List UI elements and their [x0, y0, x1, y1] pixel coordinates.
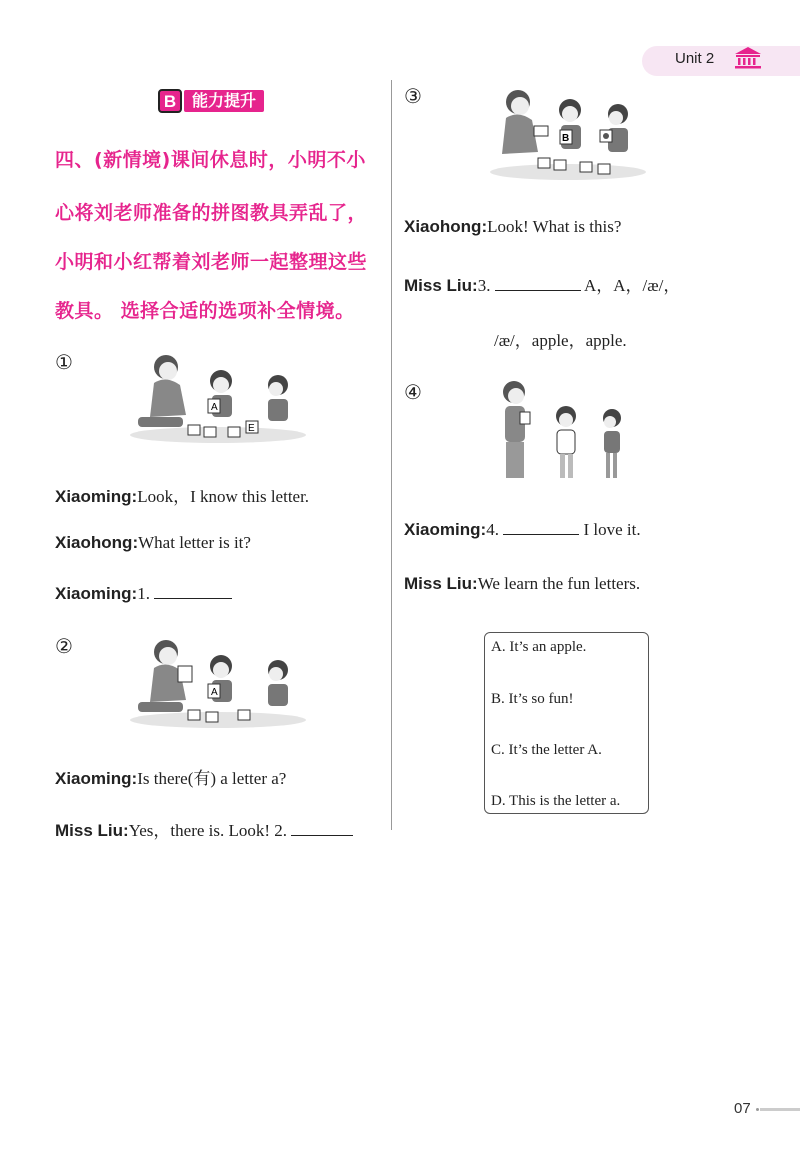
- option-c: C. It’s the letter A.: [491, 742, 602, 758]
- dialogue-line: Miss Liu:3. A，A，/æ/，: [404, 276, 681, 295]
- utterance: What letter is it?: [138, 533, 251, 552]
- answer-blank-1[interactable]: [154, 584, 232, 599]
- page-number: 07: [734, 1100, 751, 1117]
- dialogue-line: Xiaohong:Look! What is this?: [404, 217, 622, 236]
- option-d: D. This is the letter a.: [491, 793, 621, 809]
- options-box: [484, 632, 649, 814]
- question-line: 心将刘老师准备的拼图教具弄乱了，: [55, 202, 368, 224]
- speaker: Miss Liu: [404, 574, 473, 593]
- unit-tab: [642, 46, 800, 76]
- scene-number: ④: [404, 380, 422, 404]
- option-b: B. It’s so fun!: [491, 691, 574, 707]
- speaker: Xiaoming: [55, 487, 132, 506]
- utterance-tail: I love it.: [579, 520, 641, 539]
- unit-label: Unit 2: [675, 50, 715, 67]
- section-letter: B: [158, 89, 182, 113]
- dialogue-line: Xiaoming:1.: [55, 584, 232, 604]
- dialogue-line: Miss Liu:We learn the fun letters.: [404, 574, 641, 593]
- dialogue-line: Xiaoming:Is there(有) a letter a?: [55, 769, 287, 788]
- scene-1-illustration: [128, 345, 308, 445]
- question-line: 小明和小红帮着刘老师一起整理这些: [55, 251, 368, 273]
- svg-text:A: A: [211, 402, 218, 413]
- dialogue-line: Xiaoming:4. I love it.: [404, 520, 641, 539]
- dialogue-line: Xiaoming:Look，I know this letter.: [55, 487, 310, 506]
- answer-blank-3[interactable]: [495, 276, 581, 291]
- speaker: Miss Liu: [55, 821, 124, 840]
- answer-blank-4[interactable]: [503, 520, 579, 535]
- scene-4-illustration: [492, 376, 636, 484]
- speaker: Xiaoming: [55, 584, 132, 603]
- scene-number: ①: [55, 350, 73, 374]
- page-dot: [756, 1108, 759, 1111]
- question-line: 四、(新情境)课间休息时，小明不小: [55, 149, 366, 171]
- scene-number: ②: [55, 634, 73, 658]
- temple-icon: [733, 46, 763, 70]
- svg-text:B: B: [562, 133, 570, 144]
- speaker: Miss Liu: [404, 276, 473, 295]
- dialogue-line: Miss Liu:Yes，there is. Look! 2.: [55, 816, 353, 841]
- dialogue-line: Xiaohong:What letter is it?: [55, 533, 251, 552]
- question-line: 教具。 选择合适的选项补全情境。: [55, 300, 355, 322]
- section-badge: [158, 89, 264, 113]
- utterance: We learn the fun letters.: [477, 574, 641, 593]
- utterance: 4.: [486, 520, 504, 539]
- speaker: Xiaoming: [404, 520, 481, 539]
- utterance: Is there(有) a letter a?: [137, 769, 287, 788]
- dialogue-line: [494, 326, 627, 351]
- utterance-tail: A，A，/æ/，: [580, 276, 681, 295]
- speaker: Xiaohong: [55, 533, 133, 552]
- utterance: /æ/，apple，apple.: [494, 331, 627, 350]
- answer-blank-2[interactable]: [291, 821, 353, 836]
- utterance: Look! What is this?: [487, 217, 622, 236]
- svg-text:E: E: [248, 423, 255, 434]
- column-divider: [391, 80, 392, 830]
- scene-number: ③: [404, 84, 422, 108]
- section-title: 能力提升: [184, 90, 264, 112]
- svg-text:A: A: [211, 687, 218, 698]
- page-line: [760, 1108, 800, 1111]
- speaker: Xiaoming: [55, 769, 132, 788]
- scene-3-illustration: [488, 80, 648, 182]
- utterance: 1.: [137, 584, 155, 603]
- option-a: A. It’s an apple.: [491, 639, 587, 655]
- scene-2-illustration: [128, 630, 308, 730]
- speaker: Xiaohong: [404, 217, 482, 236]
- utterance: Look，I know this letter.: [137, 487, 310, 506]
- utterance: 3.: [477, 276, 495, 295]
- utterance: Yes，there is. Look! 2.: [128, 821, 292, 840]
